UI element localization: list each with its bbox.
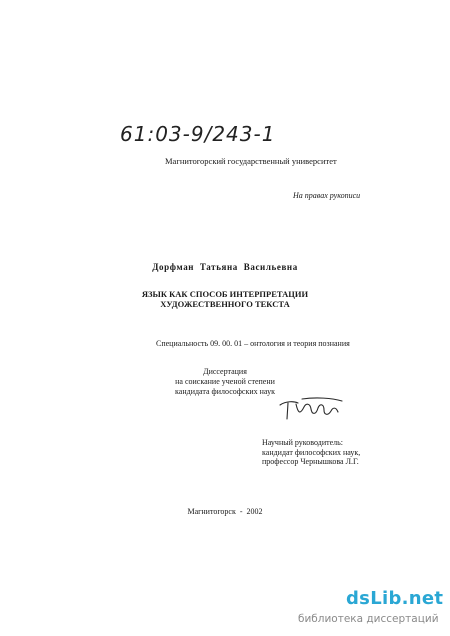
thesis-title-line: ЯЗЫК КАК СПОСОБ ИНТЕРПРЕТАЦИИ bbox=[141, 289, 309, 299]
degree-line: кандидата философских наук bbox=[175, 387, 275, 396]
dslib-tagline: библиотека диссертаций bbox=[298, 613, 439, 625]
supervisor-block bbox=[262, 438, 360, 467]
thesis-title bbox=[0, 289, 450, 309]
dslib-logo: dsLib.net bbox=[346, 588, 444, 609]
registration-number: 61:03-9/243-1 bbox=[120, 122, 276, 146]
degree-line: на соискание ученой степени bbox=[175, 377, 275, 386]
city-year: Магнитогорск - 2002 bbox=[187, 507, 263, 516]
degree-line: Диссертация bbox=[203, 367, 247, 376]
specialty-line: Специальность 09. 00. 01 – онтология и теория познания bbox=[156, 339, 350, 348]
manuscript-rights-note: На правах рукописи bbox=[293, 191, 361, 200]
supervisor-line: кандидат философских наук, bbox=[262, 447, 361, 457]
handwritten-signature bbox=[276, 395, 346, 425]
university-name: Магнитогорский государственный университет bbox=[165, 156, 337, 166]
thesis-title-line: ХУДОЖЕСТВЕННОГО ТЕКСТА bbox=[160, 299, 290, 309]
dslib-watermark bbox=[298, 588, 448, 632]
degree-block bbox=[0, 367, 450, 397]
supervisor-line: профессор Чернышкова Л.Г. bbox=[262, 457, 359, 466]
author-name: Дорфман Татьяна Васильевна bbox=[152, 262, 298, 272]
supervisor-line: Научный руководитель: bbox=[262, 438, 344, 447]
